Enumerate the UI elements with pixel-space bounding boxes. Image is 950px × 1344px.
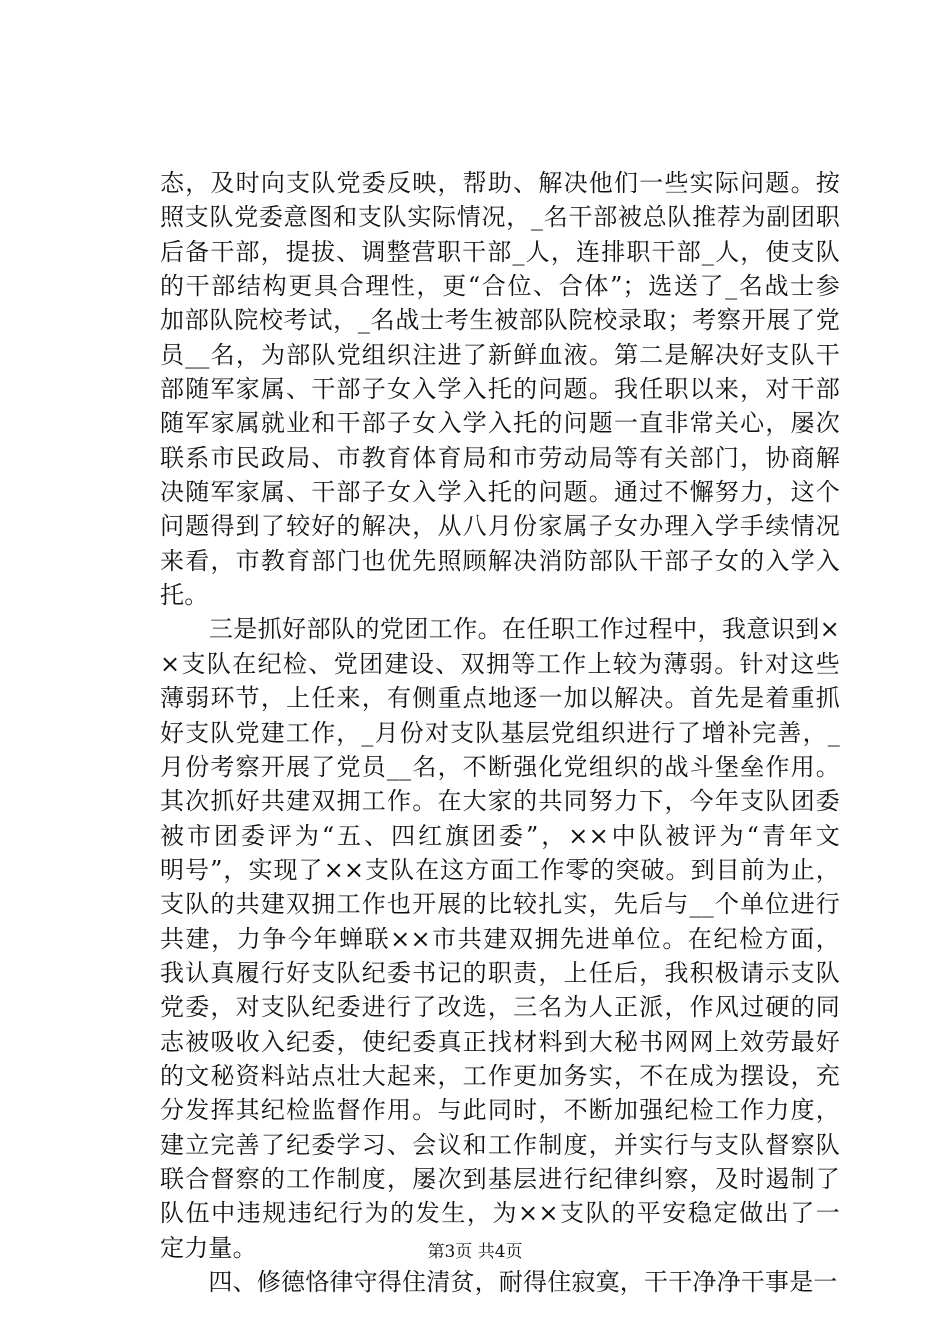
text-line: 三是抓好部队的党团工作。在任职工作过程中，我意识到×	[160, 615, 840, 644]
text-line: 的干部结构更具合理性，更“合位、合体”；选送了_名战士参	[160, 272, 840, 301]
text-line: 队伍中违规违纪行为的发生，为××支队的平安稳定做出了一	[160, 1199, 840, 1228]
text-line: 明号”，实现了××支队在这方面工作零的突破。到目前为止，	[160, 855, 840, 884]
text-line: 支队的共建双拥工作也开展的比较扎实，先后与__个单位进行	[160, 890, 840, 919]
text-line: 志被吸收入纪委，使纪委真正找材料到大秘书网网上效劳最好	[160, 1027, 840, 1056]
text-line: 其次抓好共建双拥工作。在大家的共同努力下，今年支队团委	[160, 787, 840, 816]
text-line: 部随军家属、干部子女入学入托的问题。我任职以来，对干部	[160, 375, 840, 404]
text-line: 来看，市教育部门也优先照顾解决消防部队干部子女的入学入	[160, 546, 840, 575]
page-footer: 第3页 共4页	[427, 1242, 523, 1262]
text-line: 后备干部，提拔、调整营职干部_人，连排职干部_人，使支队	[160, 237, 840, 266]
text-line: 好支队党建工作，_月份对支队基层党组织进行了增补完善，_	[160, 718, 840, 747]
text-line: 随军家属就业和干部子女入学入托的问题一直非常关心，屡次	[160, 409, 840, 438]
text-line: 党委，对支队纪委进行了改选，三名为人正派，作风过硬的同	[160, 993, 840, 1022]
text-line: 建立完善了纪委学习、会议和工作制度，并实行与支队督察队	[160, 1130, 840, 1159]
text-line: 态，及时向支队党委反映，帮助、解决他们一些实际问题。按	[160, 169, 840, 197]
text-line: 加部队院校考试，_名战士考生被部队院校录取；考察开展了党	[160, 306, 840, 335]
text-line: 决随军家属、干部子女入学入托的问题。通过不懈努力，这个	[160, 478, 840, 507]
text-line: 问题得到了较好的解决，从八月份家属子女办理入学手续情况	[160, 512, 840, 541]
text-line: 照支队党委意图和支队实际情况，_名干部被总队推荐为副团职	[160, 203, 840, 232]
text-line: 联系市民政局、市教育体育局和市劳动局等有关部门，协商解	[160, 443, 840, 472]
text-line: ×支队在纪检、党团建设、双拥等工作上较为薄弱。针对这些	[160, 649, 840, 678]
text-line: 联合督察的工作制度，屡次到基层进行纪律纠察，及时遏制了	[160, 1164, 840, 1193]
text-line: 我认真履行好支队纪委书记的职责，上任后，我积极请示支队	[160, 958, 840, 987]
text-line: 分发挥其纪检监督作用。与此同时，不断加强纪检工作力度，	[160, 1096, 840, 1125]
text-line: 月份考察开展了党员__名，不断强化党组织的战斗堡垒作用。	[160, 752, 840, 781]
text-line: 定力量。	[160, 1233, 257, 1262]
text-line: 被市团委评为“五、四红旗团委”，××中队被评为“青年文	[160, 821, 840, 850]
body-text	[160, 166, 840, 1299]
text-line: 的文秘资料站点壮大起来，工作更加务实，不在成为摆设，充	[160, 1061, 840, 1090]
text-line: 薄弱环节，上任来，有侧重点地逐一加以解决。首先是着重抓	[160, 684, 840, 713]
text-line: 托。	[160, 581, 209, 610]
text-line: 共建，力争今年蝉联××市共建双拥先进单位。在纪检方面，	[160, 924, 840, 953]
text-line: 四、修德恪律守得住清贫，耐得住寂寞，干干净净干事是一	[160, 1268, 838, 1296]
text-line: 员__名，为部队党组织注进了新鲜血液。第二是解决好支队干	[160, 340, 840, 369]
